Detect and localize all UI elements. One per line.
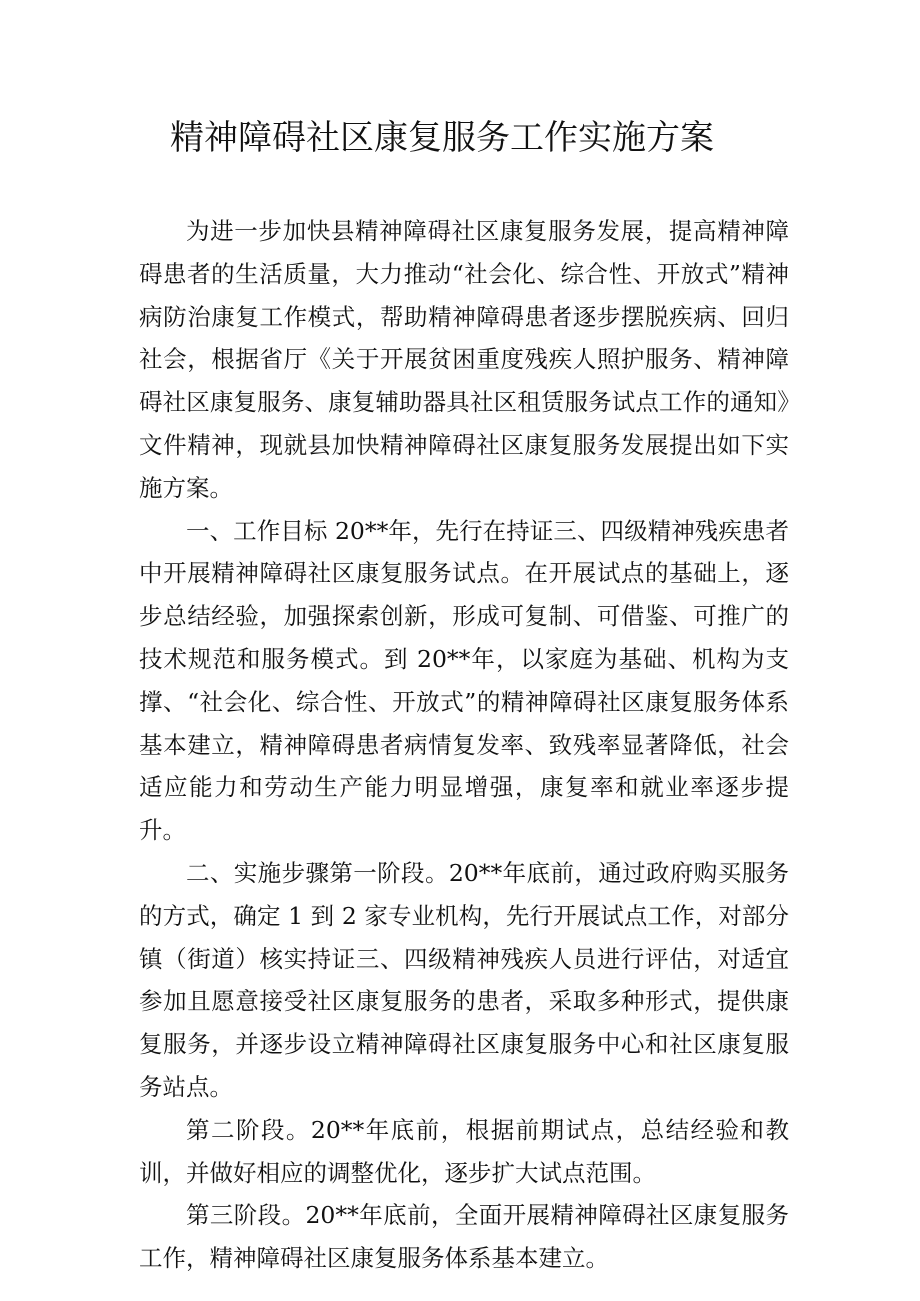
paragraph-phase-3: 第三阶段。20**年底前，全面开展精神障碍社区康复服务工作，精神障碍社区康复服务体系基本建立。 xyxy=(139,1201,789,1273)
paragraph-phase-2: 第二阶段。20**年底前，根据前期试点，总结经验和教训，并做好相应的调整优化，逐步扩大试点范围。 xyxy=(139,1115,789,1187)
paragraph-implementation-steps-phase-1: 二、实施步骤第一阶段。20**年底前，通过政府购买服务的方式，确定 1 到 2 家专业机构，先行开展试点工作，对部分镇（街道）核实持证三、四级精神残疾人员进行评估，对适宜参加且愿意接受社区康复服务的患者，采取多种形式，提供康复服务，并逐步设立精神障碍社区康复服务中心和社区康复服务站点。 xyxy=(139,858,789,1101)
document-body xyxy=(139,210,789,1280)
paragraph-work-goals: 一、工作目标 20**年，先行在持证三、四级精神残疾患者中开展精神障碍社区康复服务试点。在开展试点的基础上，逐步总结经验，加强探索创新，形成可复制、可借鉴、可推广的技术规范和服务模式。到 20**年，以家庭为基础、机构为支撑、“社会化、综合性、开放式”的精神障碍社区康复服务体系基本建立，精神障碍患者病情复发率、致残率显著降低，社会适应能力和劳动生产能力明显增强，康复率和就业率逐步提升。 xyxy=(139,516,789,845)
paragraph-intro: 为进一步加快县精神障碍社区康复服务发展，提高精神障碍患者的生活质量，大力推动“社会化、综合性、开放式”精神病防治康复工作模式，帮助精神障碍患者逐步摆脱疾病、回归社会，根据省厅《关于开展贫困重度残疾人照护服务、精神障碍社区康复服务、康复辅助器具社区租赁服务试点工作的通知》文件精神，现就县加快精神障碍社区康复服务发展提出如下实施方案。 xyxy=(139,217,789,502)
document-title: 精神障碍社区康复服务工作实施方案 xyxy=(170,118,714,158)
